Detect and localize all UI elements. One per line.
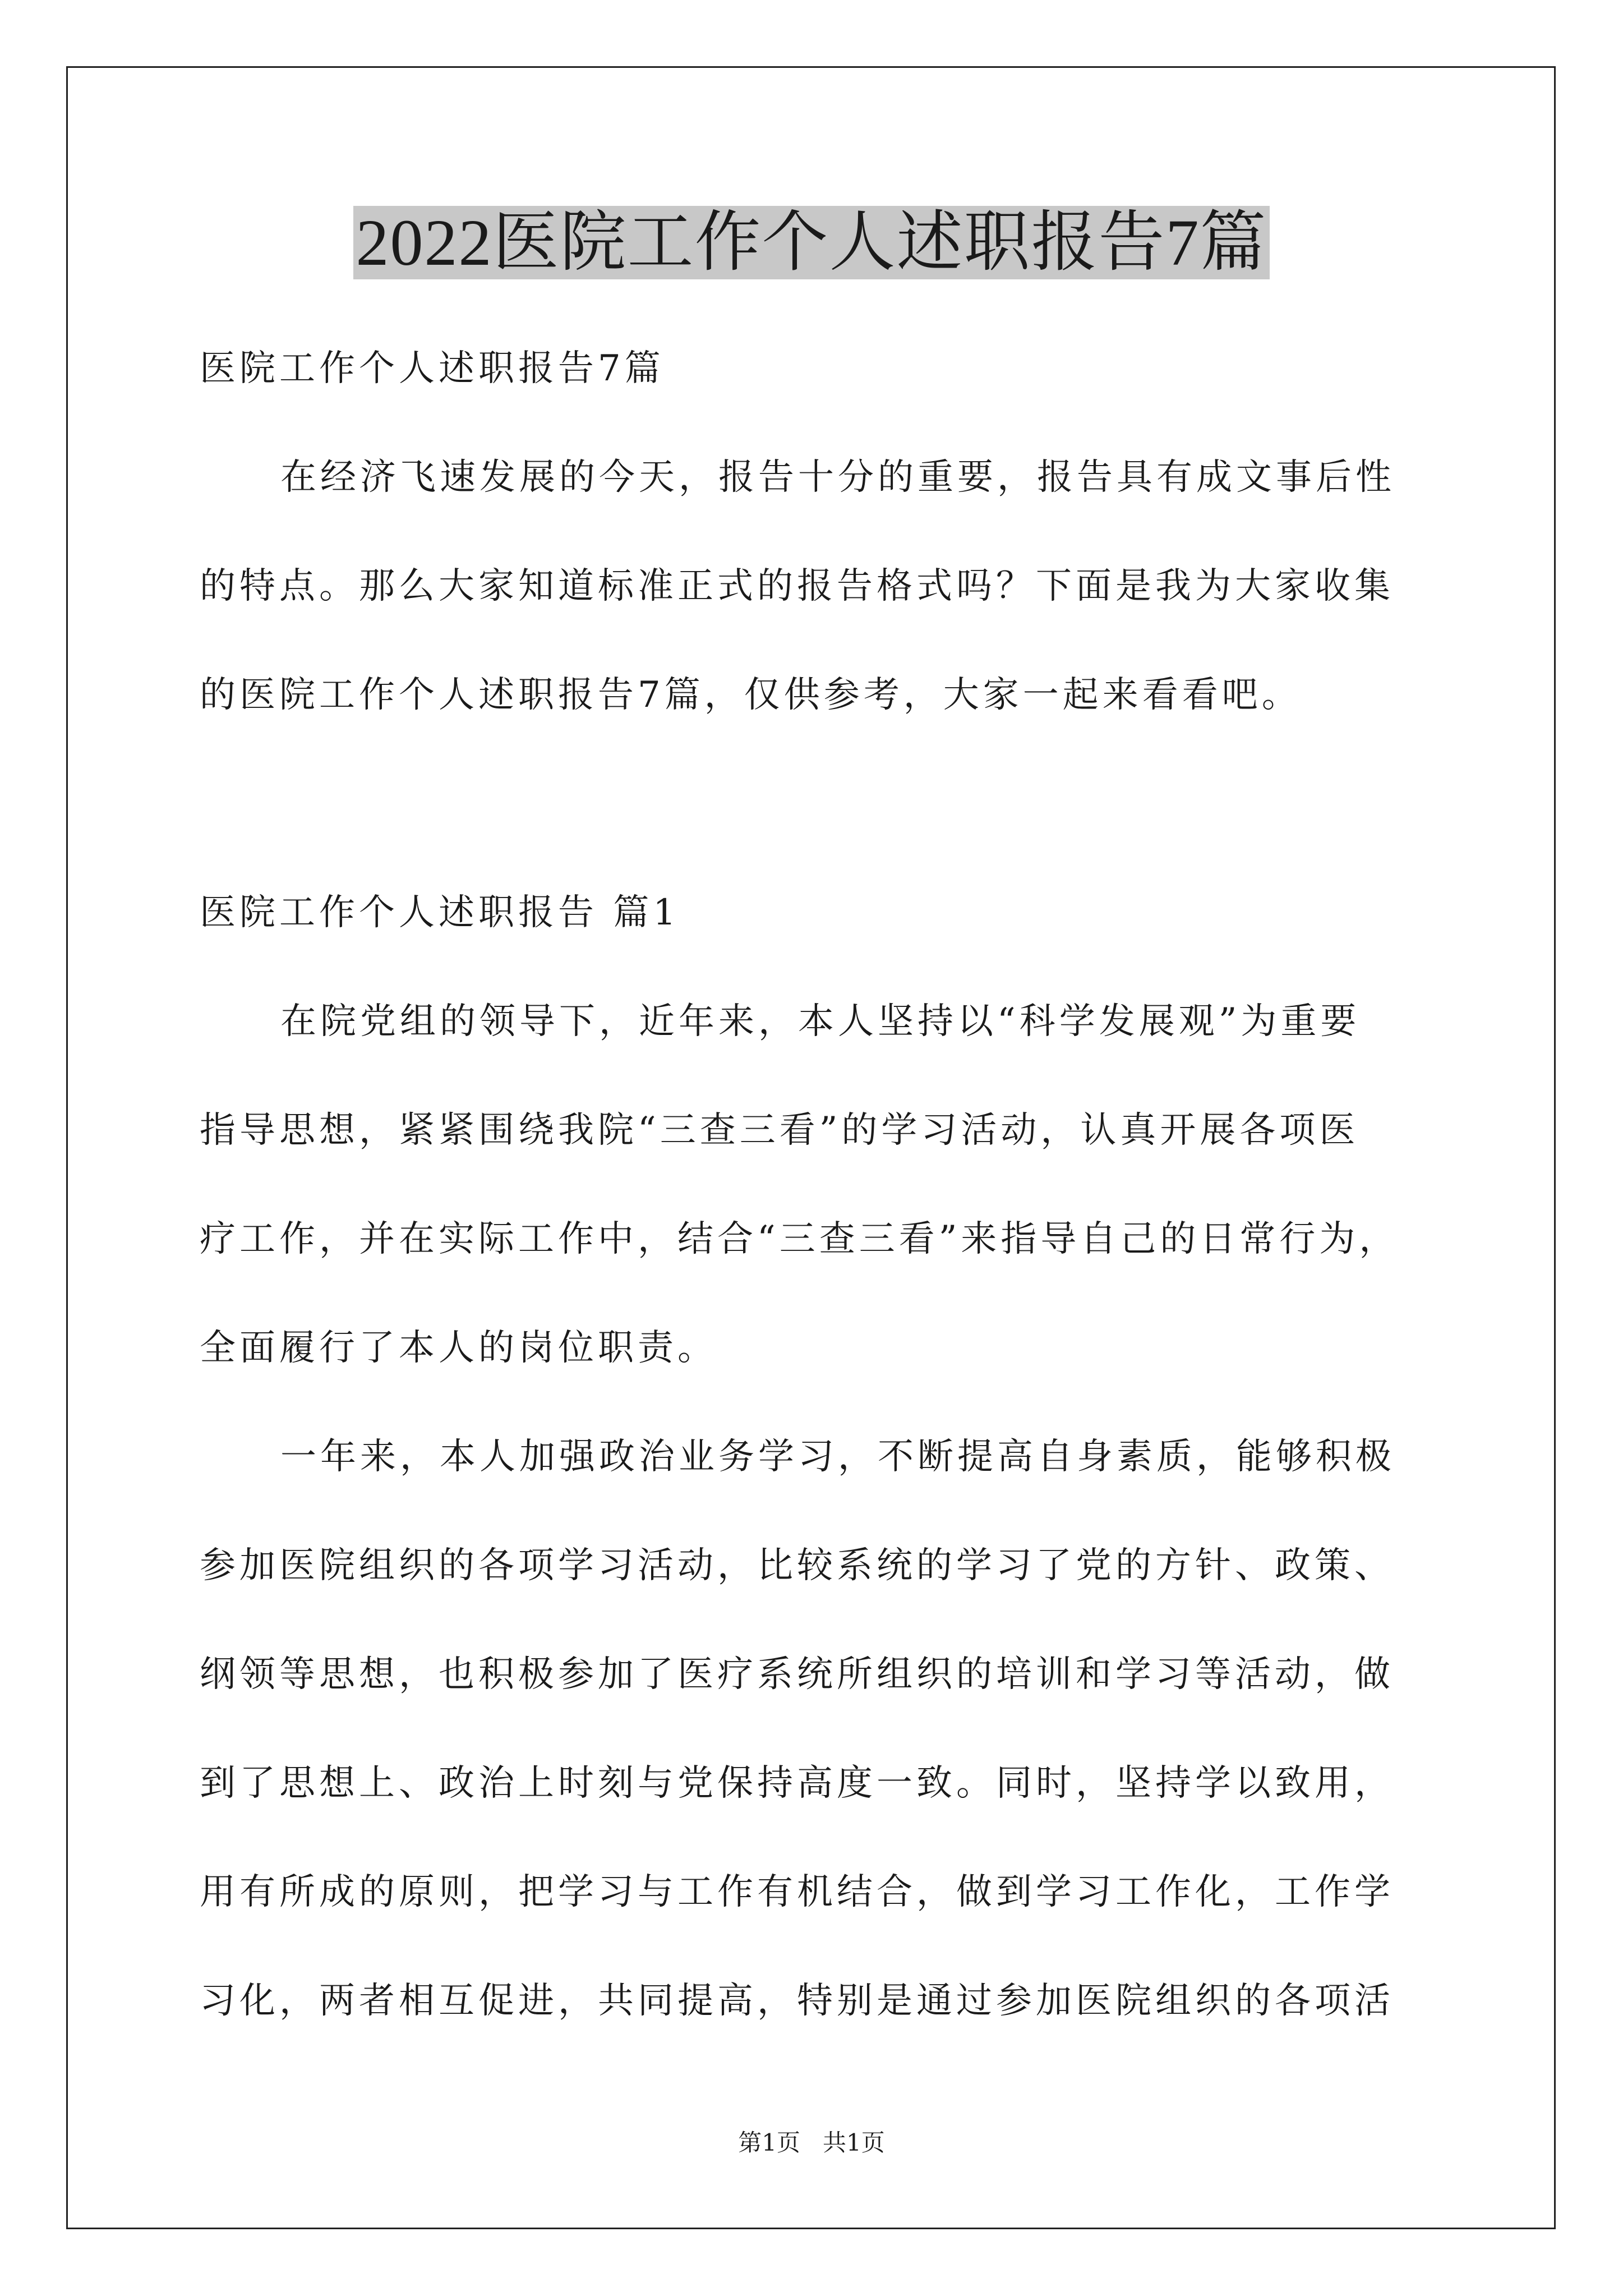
section-heading: 医院工作个人述职报告 篇1 xyxy=(200,892,680,933)
blank-line xyxy=(200,749,1433,858)
paragraph2-line: 参加医院组织的各项学习活动，比较系统的学习了党的方针、政策、 xyxy=(200,1545,1394,1586)
paragraph1-line: 在院党组的领导下，近年来，本人坚持以“科学发展观”为重要 xyxy=(280,1001,1361,1042)
page-footer: 第1页 共1页 xyxy=(738,2129,885,2156)
document-body xyxy=(200,314,1433,2055)
document-title-text: 2022医院工作个人述职报告7篇 xyxy=(353,206,1269,279)
intro-line: 的医院工作个人述职报告7篇，仅供参考，大家一起来看看吧。 xyxy=(200,674,1302,716)
paragraph2-line: 用有所成的原则，把学习与工作有机结合，做到学习工作化，工作学 xyxy=(200,1871,1394,1913)
document-title xyxy=(0,201,1623,285)
paragraph2-line: 一年来，本人加强政治业务学习，不断提高自身素质，能够积极 xyxy=(280,1436,1395,1478)
paragraph1-line: 全面履行了本人的岗位职责。 xyxy=(200,1327,717,1369)
paragraph2-line: 习化，两者相互促进，共同提高，特别是通过参加医院组织的各项活 xyxy=(200,1980,1394,2022)
intro-line: 的特点。那么大家知道标准正式的报告格式吗？下面是我为大家收集 xyxy=(200,565,1394,607)
intro-line: 在经济飞速发展的今天，报告十分的重要，报告具有成文事后性 xyxy=(280,457,1395,498)
document-subtitle: 医院工作个人述职报告7篇 xyxy=(200,348,665,389)
paragraph1-line: 疗工作，并在实际工作中，结合“三查三看”来指导自己的日常行为， xyxy=(200,1218,1399,1260)
paragraph2-line: 纲领等思想，也积极参加了医疗系统所组织的培训和学习等活动，做 xyxy=(200,1654,1394,1695)
paragraph1-line: 指导思想，紧紧围绕我院“三查三看”的学习活动，认真开展各项医 xyxy=(200,1110,1359,1151)
paragraph2-line: 到了思想上、政治上时刻与党保持高度一致。同时，坚持学以致用， xyxy=(200,1763,1394,1804)
